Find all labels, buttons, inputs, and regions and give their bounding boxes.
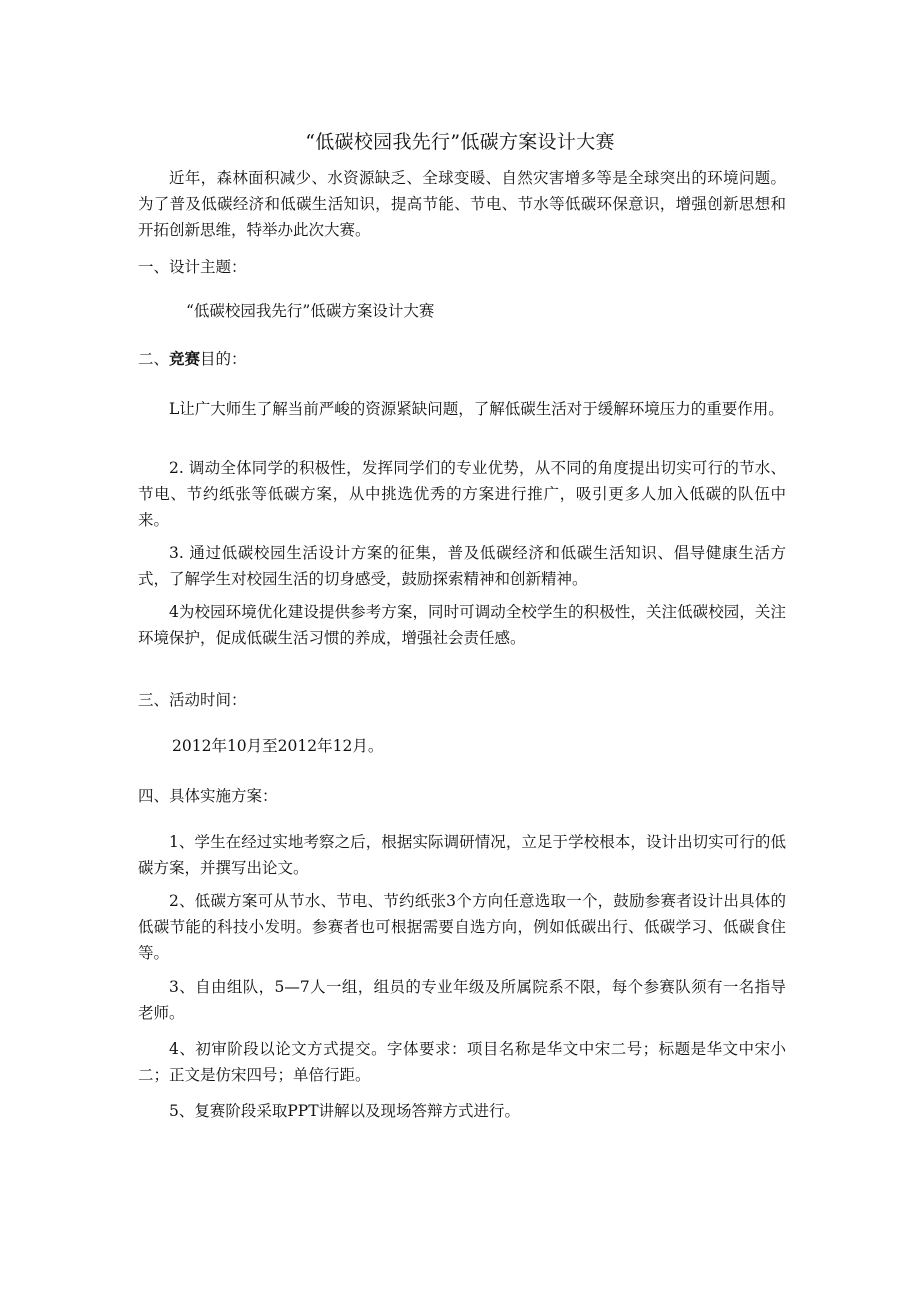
section-2-item: 4为校园环境优化建设提供参考方案，同时可调动全校学生的积极性，关注低碳校园，关注环境保护，促成低碳生活习惯的养成，增强社会责任感。 <box>138 603 786 647</box>
section-2-item: 2. 调动全体同学的积极性，发挥同学们的专业优势，从不同的角度提出切实可行的节水、节电、节约纸张等低碳方案，从中挑选优秀的方案进行推广，吸引更多人加入低碳的队伍中来。 <box>138 459 786 529</box>
section-2-item: L让广大师生了解当前严峻的资源紧缺问题，了解低碳生活对于缓解环境压力的重要作用。 <box>169 400 784 418</box>
section-1-heading: 一、设计主题： <box>138 258 247 276</box>
section-4-item: 5、复赛阶段采取PPT讲解以及现场答辩方式进行。 <box>169 1102 521 1120</box>
section-1-content: “低碳校园我先行”低碳方案设计大赛 <box>186 302 435 320</box>
section-3-heading: 三、活动时间： <box>138 691 247 709</box>
section-2-heading-suffix: 目的： <box>200 350 247 368</box>
section-2-heading <box>138 346 247 372</box>
section-4-heading: 四、具体实施方案： <box>138 787 278 805</box>
section-4-item: 3、自由组队，5—7人一组，组员的专业年级及所属院系不限，每个参赛队须有一名指导老师。 <box>138 978 786 1022</box>
section-2-heading-bold: 竞赛 <box>169 349 201 368</box>
section-3-content: 2012年10月至2012年12月。 <box>172 737 384 755</box>
section-2-heading-prefix: 二、 <box>138 350 170 368</box>
intro-paragraph: 近年，森林面积减少、水资源缺乏、全球变暖、自然灾害增多等是全球突出的环境问题。为了普及低碳经济和低碳生活知识，提高节能、节电、节水等低碳环保意识，增强创新思想和开拓创新思维，特举办此次大赛。 <box>138 169 786 239</box>
document-title: “低碳校园我先行”低碳方案设计大赛 <box>305 131 615 153</box>
section-4-item: 4、初审阶段以论文方式提交。字体要求：项目名称是华文中宋二号；标题是华文中宋小二；正文是仿宋四号；单倍行距。 <box>138 1040 786 1084</box>
section-2-item: 3. 通过低碳校园生活设计方案的征集，普及低碳经济和低碳生活知识、倡导健康生活方式，了解学生对校园生活的切身感受，鼓励探索精神和创新精神。 <box>138 544 786 588</box>
section-4-item: 1、学生在经过实地考察之后，根据实际调研情况，立足于学校根本，设计出切实可行的低碳方案，并撰写出论文。 <box>138 833 786 877</box>
section-4-item: 2、低碳方案可从节水、节电、节约纸张3个方向任意选取一个，鼓励参赛者设计出具体的低碳节能的科技小发明。参赛者也可根据需要自选方向，例如低碳出行、低碳学习、低碳食住等。 <box>138 892 786 962</box>
